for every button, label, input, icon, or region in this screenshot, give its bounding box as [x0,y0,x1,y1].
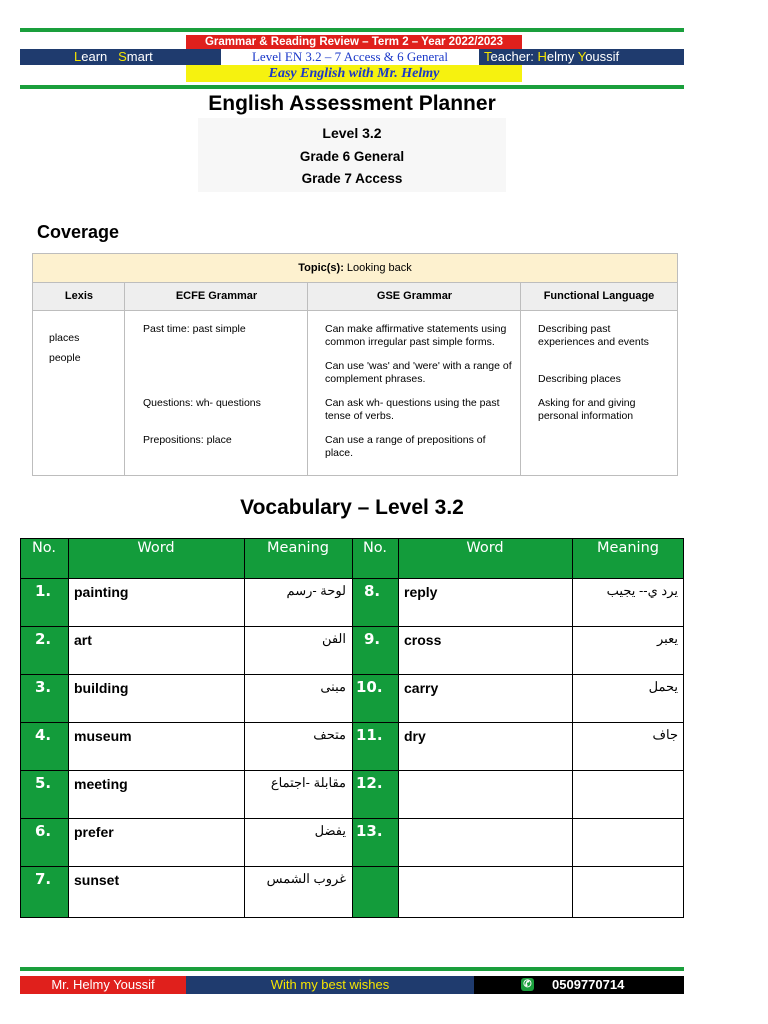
phone-icon: ✆ [521,978,534,991]
review-banner: Grammar & Reading Review – Term 2 – Year 2022/2023 [186,35,522,49]
footer-author: Mr. Helmy Youssif [20,976,186,994]
meaning: يعبر [657,631,678,646]
smart-rest: mart [126,49,153,64]
meaning: مقابلة -اجتماع [270,775,346,790]
lexis-item: places [49,332,80,344]
word: museum [74,728,132,744]
teacher-oussif: oussif [585,49,620,64]
header-no: No. [352,538,398,578]
grid-line [68,538,69,918]
learn-smart-label [20,49,185,65]
header-meaning: Meaning [244,538,352,578]
word-number: 12. [352,770,398,818]
gse-item: Can ask wh- questions using the past tense of verbs. [325,397,500,422]
col-gse: GSE Grammar [308,283,521,311]
top-rule [20,28,684,32]
header-word: Word [68,538,244,578]
word: sunset [74,872,120,888]
footer-rule [20,967,684,971]
meaning: جاف [652,727,678,742]
vocabulary-table [20,538,684,918]
word-number: 11. [352,722,398,770]
coverage-heading: Coverage [37,222,120,242]
word-number: 8. [352,578,398,626]
col-functional: Functional Language [521,283,677,311]
meaning: الفن [321,631,346,646]
col-divider [307,283,308,475]
grade-access: Grade 7 Access [301,171,403,186]
word: art [74,632,92,648]
ecfe-item: Questions: wh- questions [143,397,261,409]
teacher-y: Y [577,49,586,64]
header-bottom-rule [20,85,684,89]
word-number: 3. [20,674,68,722]
functional-item: Asking for and giving personal information [538,397,636,422]
word-number: 7. [20,866,68,918]
grid-line [398,538,399,918]
word-number: 10. [352,674,398,722]
header-word: Word [398,538,572,578]
word-number [352,866,398,918]
word: meeting [74,776,128,792]
word-number: 13. [352,818,398,866]
word: prefer [74,824,114,840]
grid-line [572,538,573,918]
word: cross [404,632,442,648]
col-lexis: Lexis [33,283,125,311]
header-meaning: Meaning [572,538,684,578]
word: building [74,680,129,696]
topic-label: Topic(s): [298,262,344,274]
grade-general: Grade 6 General [299,149,405,164]
footer-phone [474,976,684,994]
word-number: 6. [20,818,68,866]
meaning: يفضل [314,823,346,838]
header-no: No. [20,538,68,578]
teacher-label [484,49,684,65]
word: carry [404,680,439,696]
grid-line [244,538,245,918]
word: painting [74,584,129,600]
teacher-elmy: elmy [546,49,578,64]
vocabulary-title: Vocabulary – Level 3.2 [240,496,464,519]
smart-initial: S [118,49,127,64]
word-number: 1. [20,578,68,626]
ecfe-item: Prepositions: place [143,434,232,446]
word-number: 4. [20,722,68,770]
page-title: English Assessment Planner [208,92,496,115]
topic-value: Looking back [346,262,412,274]
grid-line [683,538,684,918]
word-number: 5. [20,770,68,818]
word-number: 9. [352,626,398,674]
meaning: يحمل [648,679,678,694]
phone-number: 0509770714 [552,977,625,992]
col-divider [520,283,521,475]
grid-line [352,538,353,918]
gse-item: Can make affirmative statements using common irregular past simple forms. [325,323,507,348]
col-divider [124,283,125,475]
teacher-t: T [484,49,491,64]
meaning: متحف [313,727,346,742]
level-text: Level 3.2 [322,125,382,141]
learn-rest: earn [81,49,108,64]
gse-item: Can use a range of prepositions of place. [325,434,486,459]
level-label: Level EN 3.2 – 7 Access & 6 General [221,49,479,65]
functional-item: Describing places [538,373,621,385]
meaning: غروب الشمس [266,871,346,886]
meaning: لوحة -رسم [286,583,346,598]
meaning: يرد ي-- يجيب [606,583,678,598]
footer-wishes: With my best wishes [186,976,474,994]
topic-row [33,254,677,283]
grid-line [20,538,21,918]
learn-initial: L [74,49,82,64]
col-ecfe: ECFE Grammar [125,283,308,311]
gse-item: Can use 'was' and 'were' with a range of complement phrases. [325,360,512,385]
meaning: مبنى [320,679,346,694]
lexis-item: people [49,352,81,364]
ecfe-item: Past time: past simple [143,323,246,335]
teacher-h: H [537,49,547,64]
functional-item: Describing past experiences and events [538,323,649,348]
easy-english-banner: Easy English with Mr. Helmy [186,65,522,82]
word-number: 2. [20,626,68,674]
teacher-rest: eacher: [490,49,538,64]
word: dry [404,728,426,744]
coverage-table [32,253,678,476]
word: reply [404,584,438,600]
